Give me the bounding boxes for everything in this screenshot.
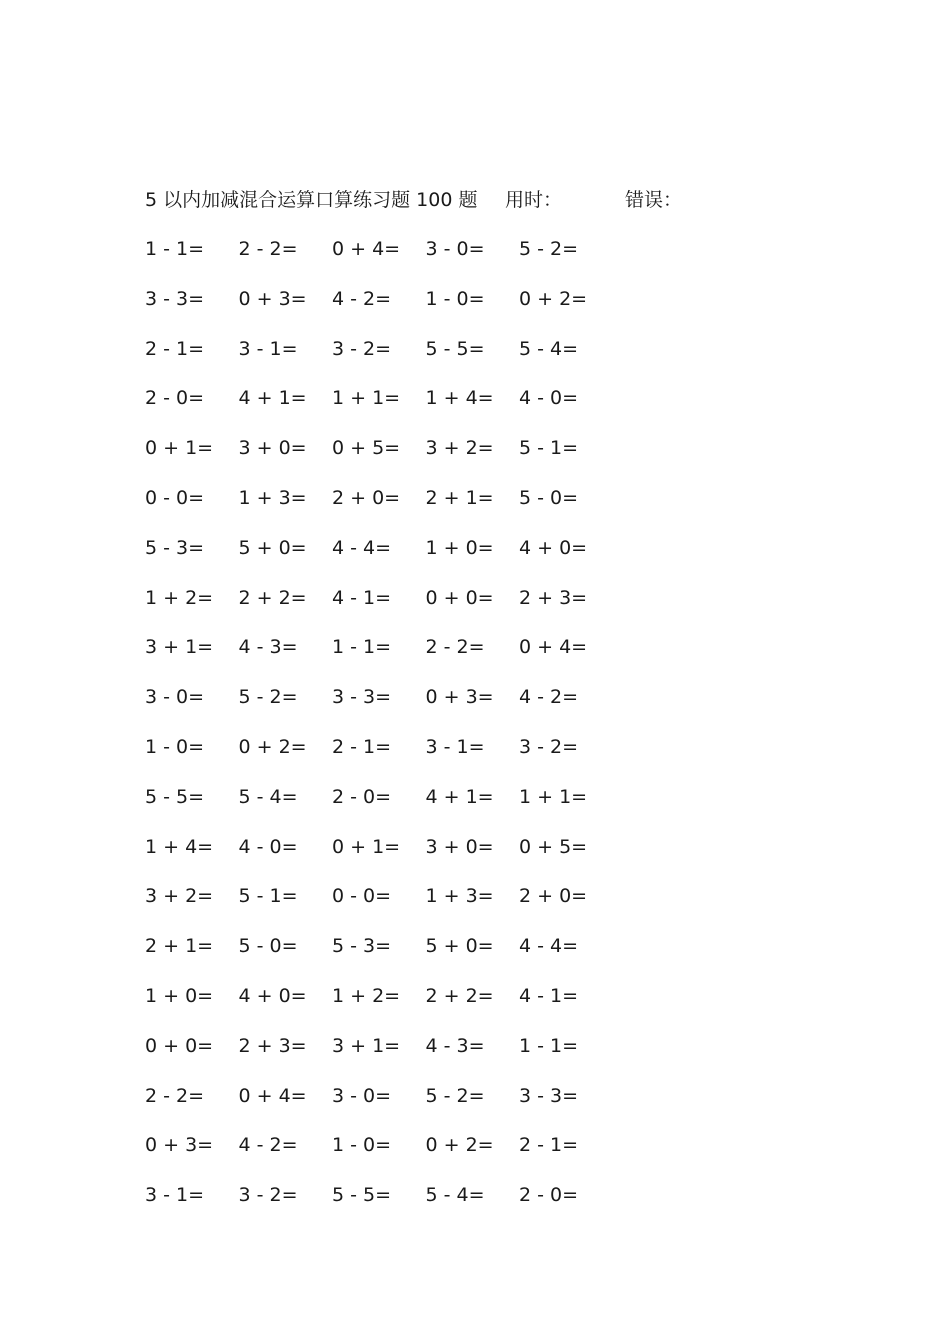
arithmetic-problem: 4 - 0= — [238, 835, 298, 858]
problem-row — [145, 433, 613, 483]
arithmetic-problem: 4 - 3= — [425, 1034, 485, 1057]
problem-row — [145, 284, 613, 334]
arithmetic-problem: 1 + 4= — [145, 835, 214, 858]
problem-row — [145, 533, 613, 583]
arithmetic-problem: 1 - 0= — [332, 1134, 392, 1157]
arithmetic-problem: 3 + 2= — [145, 885, 214, 908]
arithmetic-problem: 5 - 3= — [332, 935, 392, 958]
arithmetic-problem: 0 + 2= — [519, 287, 588, 310]
arithmetic-problem: 5 - 5= — [332, 1184, 392, 1207]
arithmetic-problem: 1 + 1= — [332, 387, 401, 410]
arithmetic-problem: 5 - 2= — [425, 1084, 485, 1107]
arithmetic-problem: 3 + 2= — [425, 437, 494, 460]
arithmetic-problem: 1 - 1= — [519, 1034, 579, 1057]
arithmetic-problem: 3 + 1= — [332, 1034, 401, 1057]
arithmetic-problem: 4 + 1= — [425, 785, 494, 808]
arithmetic-problem: 4 - 1= — [519, 984, 579, 1007]
arithmetic-problem: 5 - 4= — [425, 1184, 485, 1207]
arithmetic-problem: 0 + 5= — [332, 437, 401, 460]
arithmetic-problem: 3 - 3= — [519, 1084, 579, 1107]
arithmetic-problem: 2 - 2= — [145, 1084, 205, 1107]
arithmetic-problem: 5 - 3= — [145, 536, 205, 559]
arithmetic-problem: 0 + 4= — [519, 636, 588, 659]
arithmetic-problem: 2 - 2= — [238, 238, 298, 260]
arithmetic-problem: 1 - 0= — [425, 287, 485, 310]
problem-row — [145, 981, 613, 1031]
arithmetic-problem: 2 - 1= — [519, 1134, 579, 1157]
arithmetic-problem: 0 + 3= — [425, 686, 494, 709]
arithmetic-problem: 0 + 3= — [145, 1134, 214, 1157]
arithmetic-problem: 3 - 1= — [238, 337, 298, 360]
arithmetic-problem: 3 - 0= — [145, 686, 205, 709]
arithmetic-problem: 4 - 2= — [519, 686, 579, 709]
problem-row — [145, 583, 613, 633]
arithmetic-problem: 2 - 1= — [332, 735, 392, 758]
arithmetic-problem: 0 + 4= — [332, 238, 401, 260]
arithmetic-problem: 1 - 0= — [145, 735, 205, 758]
arithmetic-problem: 0 + 5= — [519, 835, 588, 858]
arithmetic-problem: 4 - 2= — [332, 287, 392, 310]
arithmetic-problem: 4 - 4= — [332, 536, 392, 559]
arithmetic-problem: 4 - 2= — [238, 1134, 298, 1157]
arithmetic-problem: 3 - 2= — [238, 1184, 298, 1207]
arithmetic-problem: 5 - 5= — [425, 337, 485, 360]
arithmetic-problem: 5 - 5= — [145, 785, 205, 808]
arithmetic-problem: 0 + 2= — [238, 735, 307, 758]
arithmetic-problem: 2 + 1= — [425, 486, 494, 509]
arithmetic-problem: 5 + 0= — [425, 935, 494, 958]
arithmetic-problem: 2 + 0= — [332, 486, 401, 509]
problem-row — [145, 1130, 613, 1180]
arithmetic-problem: 5 - 2= — [238, 686, 298, 709]
arithmetic-problem: 0 + 1= — [332, 835, 401, 858]
arithmetic-problem: 4 - 1= — [332, 586, 392, 609]
arithmetic-problem: 3 + 0= — [238, 437, 307, 460]
arithmetic-problem: 0 + 4= — [238, 1084, 307, 1107]
arithmetic-problem: 2 - 0= — [145, 387, 205, 410]
arithmetic-problem: 3 - 2= — [332, 337, 392, 360]
arithmetic-problem: 5 - 0= — [238, 935, 298, 958]
arithmetic-problem: 2 + 2= — [238, 586, 307, 609]
problem-row — [145, 832, 613, 882]
arithmetic-problem: 0 + 1= — [145, 437, 214, 460]
arithmetic-problem: 2 + 1= — [145, 935, 214, 958]
problem-row — [145, 931, 613, 981]
problem-row — [145, 632, 613, 682]
arithmetic-problem: 0 + 0= — [145, 1034, 214, 1057]
arithmetic-problem: 2 + 3= — [238, 1034, 307, 1057]
arithmetic-problem: 5 - 1= — [519, 437, 579, 460]
problem-row — [145, 732, 613, 782]
arithmetic-problem: 5 - 1= — [238, 885, 298, 908]
arithmetic-problem: 3 - 3= — [145, 287, 205, 310]
arithmetic-problem: 2 - 2= — [425, 636, 485, 659]
arithmetic-problem: 3 + 0= — [425, 835, 494, 858]
arithmetic-problem: 5 - 4= — [238, 785, 298, 808]
problem-row — [145, 682, 613, 732]
arithmetic-problem: 1 + 2= — [145, 586, 214, 609]
arithmetic-problem: 1 + 0= — [425, 536, 494, 559]
arithmetic-problem: 1 + 4= — [425, 387, 494, 410]
problem-row — [145, 881, 613, 931]
arithmetic-problem: 5 + 0= — [238, 536, 307, 559]
arithmetic-problem: 4 - 0= — [519, 387, 579, 410]
arithmetic-problem: 1 + 1= — [519, 785, 588, 808]
worksheet-title: 5 以内加减混合运算口算练习题 100 题 — [145, 189, 478, 211]
problem-row — [145, 1081, 613, 1131]
error-count-label: 错误： — [625, 189, 683, 211]
arithmetic-problem: 1 - 1= — [332, 636, 392, 659]
arithmetic-problem: 1 + 0= — [145, 984, 214, 1007]
arithmetic-problem: 2 + 2= — [425, 984, 494, 1007]
arithmetic-problem: 3 - 3= — [332, 686, 392, 709]
arithmetic-problem: 3 - 2= — [519, 735, 579, 758]
arithmetic-problem: 2 + 3= — [519, 586, 588, 609]
arithmetic-problem: 4 + 1= — [238, 387, 307, 410]
arithmetic-problem: 2 + 0= — [519, 885, 588, 908]
arithmetic-problem: 0 + 2= — [425, 1134, 494, 1157]
arithmetic-problem: 0 + 0= — [425, 586, 494, 609]
arithmetic-problem: 1 + 3= — [238, 486, 307, 509]
arithmetic-problem: 0 + 3= — [238, 287, 307, 310]
problem-row — [145, 782, 613, 832]
arithmetic-problem: 3 - 1= — [425, 735, 485, 758]
arithmetic-problem: 1 + 2= — [332, 984, 401, 1007]
arithmetic-problem: 2 - 0= — [332, 785, 392, 808]
arithmetic-problem: 0 - 0= — [332, 885, 392, 908]
arithmetic-problem: 3 - 0= — [332, 1084, 392, 1107]
problem-row — [145, 334, 613, 384]
arithmetic-problem: 5 - 0= — [519, 486, 579, 509]
arithmetic-problem: 4 + 0= — [519, 536, 588, 559]
arithmetic-problem: 2 - 1= — [145, 337, 205, 360]
problem-row — [145, 483, 613, 533]
problem-row — [145, 1180, 613, 1230]
worksheet-header — [145, 186, 845, 214]
arithmetic-problem: 4 - 3= — [238, 636, 298, 659]
arithmetic-problem: 1 + 3= — [425, 885, 494, 908]
problem-row — [145, 383, 613, 433]
arithmetic-problem: 3 - 0= — [425, 238, 485, 260]
arithmetic-problem: 2 - 0= — [519, 1184, 579, 1207]
problem-row — [145, 234, 613, 284]
arithmetic-problem: 5 - 4= — [519, 337, 579, 360]
arithmetic-problem: 4 - 4= — [519, 935, 579, 958]
arithmetic-problem: 1 - 1= — [145, 238, 205, 260]
arithmetic-problem: 3 - 1= — [145, 1184, 205, 1207]
problem-grid — [145, 234, 613, 1230]
arithmetic-problem: 4 + 0= — [238, 984, 307, 1007]
arithmetic-problem: 3 + 1= — [145, 636, 214, 659]
arithmetic-problem: 5 - 2= — [519, 238, 579, 260]
problem-row — [145, 1031, 613, 1081]
arithmetic-problem: 0 - 0= — [145, 486, 205, 509]
time-used-label: 用时： — [505, 189, 563, 211]
